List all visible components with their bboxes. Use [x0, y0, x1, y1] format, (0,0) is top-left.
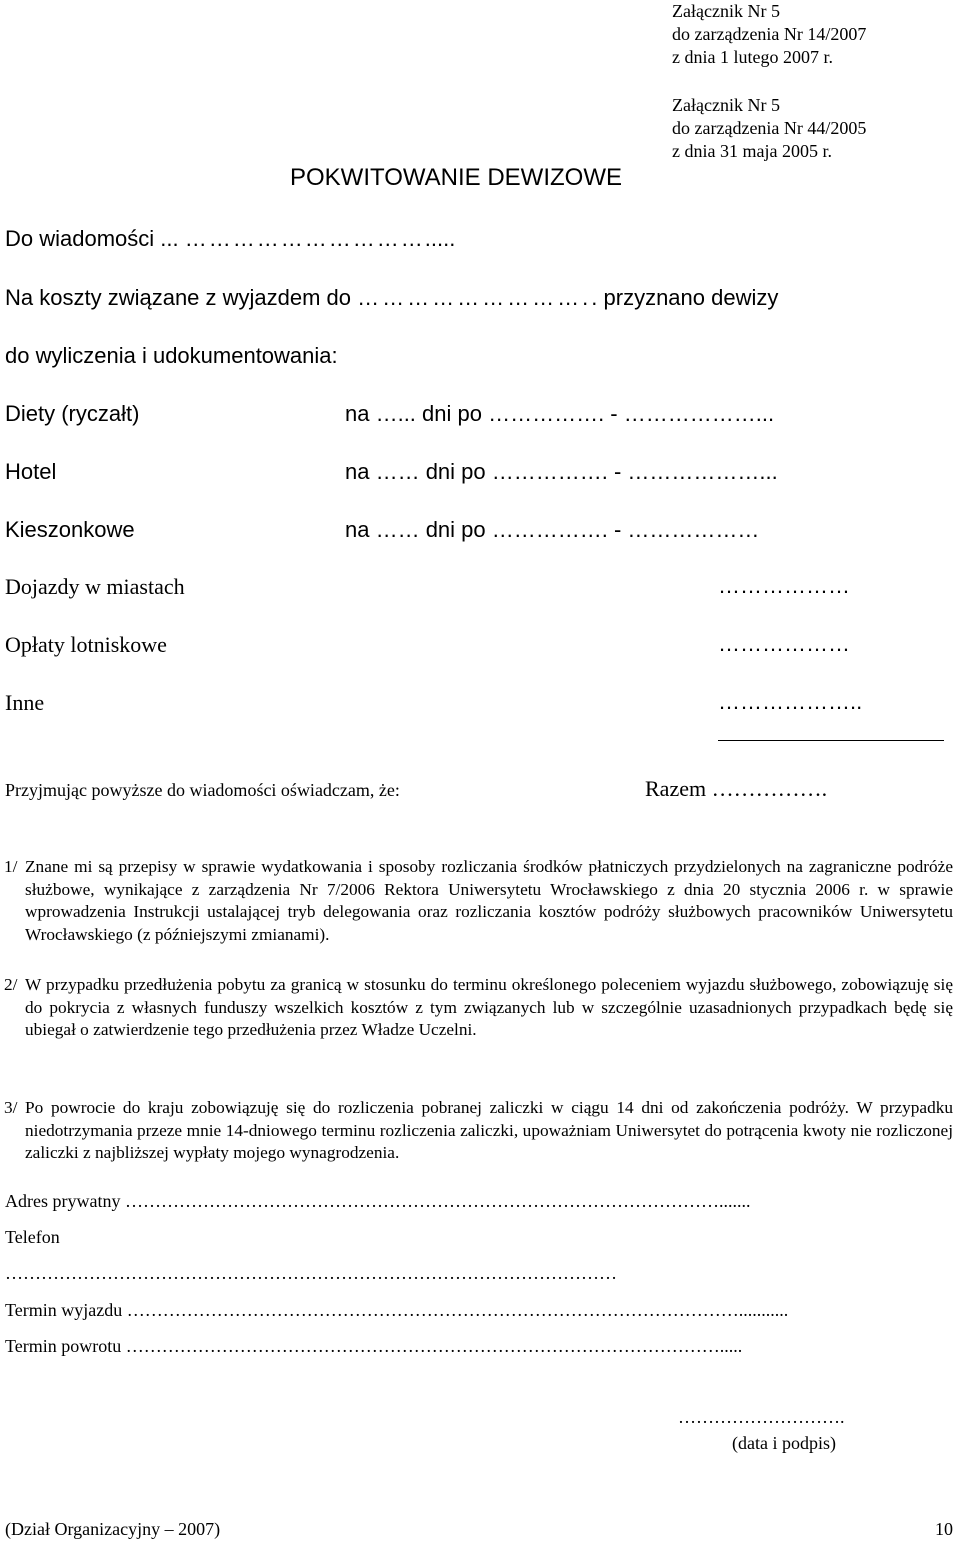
total-line — [645, 776, 827, 802]
to-whom-line — [5, 226, 455, 252]
declaration-intro: Przyjmując powyższe do wiadomości oświadczam, że: — [5, 780, 400, 800]
costs-blank: ………………………. — [357, 285, 592, 310]
annex-current-line2: do zarządzenia Nr 14/2007 — [672, 24, 867, 44]
total-value: ……………. — [711, 776, 828, 801]
page-title: POKWITOWANIE DEWIZOWE — [290, 164, 622, 191]
item-detail-diety: na …... dni po ……………. - ………………... — [345, 401, 775, 426]
phone-label: Telefon — [5, 1227, 60, 1247]
costs-prefix: Na koszty związane z wyjazdem do — [5, 285, 352, 310]
signature-label: (data i podpis) — [732, 1433, 836, 1453]
signature-dots: ………………………. — [678, 1407, 845, 1427]
point-1-text: Znane mi są przepisy w sprawie wydatkowania i sposoby rozliczania środków płatniczych przydzielonych na zagraniczne podróże służbowe, wynikające z zarządzenia Nr 7/2006 Rektora Uniwersytetu Wrocławskiego z dnia 20 stycznia 2006 r. w sprawie wprowadzenia Instrukcji ustalającej tryb delegowania oraz rozliczania kosztów podróży służbowych pracowników Uniwersytetu Wrocławskiego (z późniejszymi zmianami). — [25, 857, 953, 944]
point-3-text: Po powrocie do kraju zobowiązuję się do rozliczenia pobranej zaliczki w ciągu 14 dni od zakończenia podróży. W przypadku niedotrzymania przeze mnie 14-dniowego terminu rozliczenia zaliczki, upoważniam Uniwersytet do potrącenia kwoty nie rozliczonej zaliczki z najbliższej wypłaty mojego wynagrodzenia. — [25, 1098, 953, 1162]
address-label: Adres prywatny — [5, 1191, 121, 1211]
item-label-dojazdy: Dojazdy w miastach — [5, 574, 185, 599]
page-number: 10 — [935, 1519, 953, 1539]
item-label-inne: Inne — [5, 690, 45, 715]
footer-department: (Dział Organizacyjny – 2007) — [5, 1519, 221, 1539]
point-1-number: 1/ — [4, 857, 18, 876]
annex-previous-line3: z dnia 31 maja 2005 r. — [672, 141, 832, 161]
return-fill: ………………………………………………………………………………………..... — [125, 1336, 743, 1356]
annex-current-line3: z dnia 1 lutego 2007 r. — [672, 47, 833, 67]
total-label: Razem — [645, 776, 707, 801]
address-fill: ………………………………………………………………………………………....... — [124, 1191, 751, 1211]
costs-suffix: . przyznano dewizy — [591, 285, 779, 310]
point-2-number: 2/ — [4, 975, 18, 994]
point-2 — [4, 974, 953, 1042]
return-field[interactable] — [5, 1336, 955, 1357]
departure-fill: …………………………………………………………………………………………........... — [126, 1300, 789, 1320]
annex-current — [672, 0, 866, 69]
address-field[interactable] — [5, 1191, 955, 1212]
departure-label: Termin wyjazdu — [5, 1300, 123, 1320]
departure-field[interactable] — [5, 1300, 955, 1321]
costs-line — [5, 285, 778, 311]
item-detail-hotel: na …… dni po ……………. - ………………... — [345, 459, 778, 484]
item-label-kieszonkowe: Kieszonkowe — [5, 517, 135, 542]
item-label-hotel: Hotel — [5, 459, 57, 484]
item-detail-oplaty: ……………… — [718, 631, 850, 656]
item-detail-inne: ……………….. — [718, 689, 863, 714]
item-detail-kieszonkowe: na …… dni po ……………. - ……………… — [345, 517, 760, 542]
point-1 — [4, 856, 953, 946]
total-divider — [718, 740, 944, 741]
to-whom-end: ..... — [424, 226, 456, 251]
annex-previous-line2: do zarządzenia Nr 44/2005 — [672, 118, 867, 138]
to-whom-label: Do wiadomości ... — [5, 226, 179, 251]
item-label-oplaty: Opłaty lotniskowe — [5, 632, 167, 657]
point-3-number: 3/ — [4, 1098, 18, 1117]
point-3 — [4, 1097, 953, 1165]
annex-previous — [672, 94, 866, 163]
costs-line2: do wyliczenia i udokumentowania: — [5, 343, 338, 368]
annex-current-line1: Załącznik Nr 5 — [672, 1, 780, 21]
item-label-diety: Diety (ryczałt) — [5, 401, 140, 426]
annex-previous-line1: Załącznik Nr 5 — [672, 95, 780, 115]
item-detail-dojazdy: ……………… — [718, 573, 850, 598]
return-label: Termin powrotu — [5, 1336, 122, 1356]
phone-fill[interactable]: ………………………………………………………………………………………… — [5, 1263, 617, 1283]
point-2-text: W przypadku przedłużenia pobytu za granicą w stosunku do terminu określonego poleceniem wyjazdu służbowego, zobowiązuję się do pokrycia z własnych funduszy wszelkich kosztów z tym związanych lub w szczególnie uzasadnionych przypadkach będę się ubiegał o zatwierdzenie tego przedłużenia przez Władze Uczelni. — [25, 975, 953, 1039]
to-whom-blank: ………………………… — [184, 226, 425, 251]
